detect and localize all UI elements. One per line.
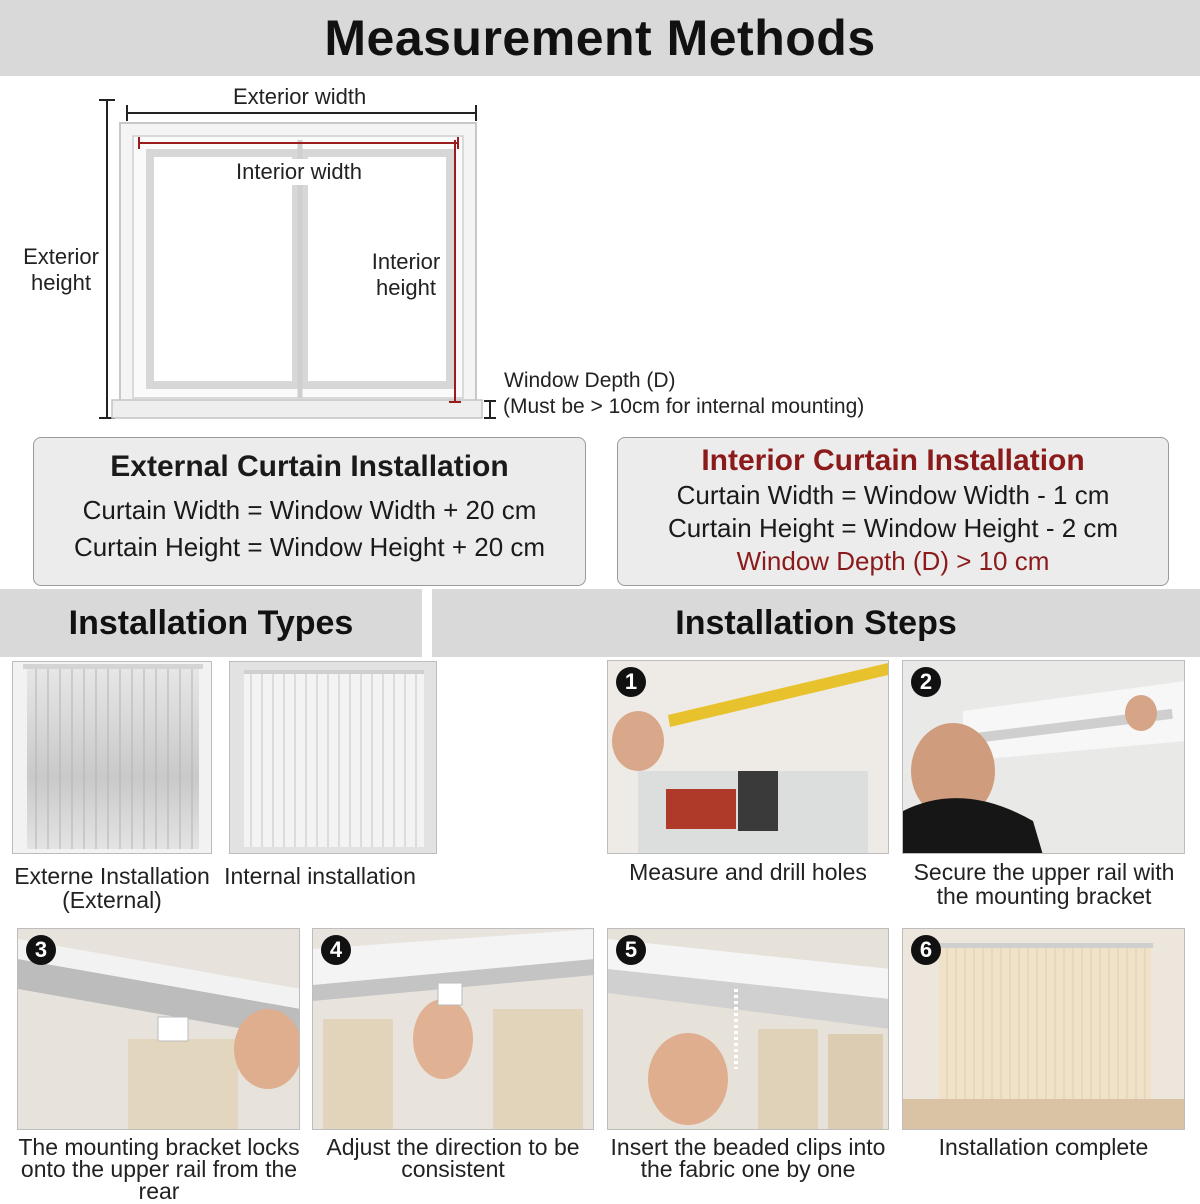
step-3-number: 3 [26, 935, 56, 965]
step-5-caption: Insert the beaded clips into the fabric one by one [610, 1134, 886, 1182]
step-1-caption: Measure and drill holes [629, 859, 867, 885]
exterior-height-label: Exterior height [23, 244, 99, 295]
interior-installation-box [617, 437, 1169, 586]
step-4-image [312, 928, 594, 1130]
external-width-formula: Curtain Width = Window Width + 20 cm [82, 495, 537, 525]
internal-installation-caption: Internal installation [224, 863, 416, 889]
step-5-image [607, 928, 889, 1130]
interior-width-label: Interior width [236, 159, 362, 184]
installation-steps-heading: Installation Steps [432, 589, 1200, 657]
external-installation-box [33, 437, 586, 586]
step-1-image [607, 660, 889, 854]
interior-width-formula: Curtain Width = Window Width - 1 cm [676, 480, 1110, 510]
step-4-number: 4 [321, 935, 351, 965]
external-installation-image [12, 661, 212, 854]
external-height-formula: Curtain Height = Window Height + 20 cm [73, 532, 546, 562]
step-1-number: 1 [616, 667, 646, 697]
interior-height-label: Interior height [371, 249, 441, 300]
installation-types-heading: Installation Types [0, 589, 422, 657]
step-2-number: 2 [911, 667, 941, 697]
step-2-caption: Secure the upper rail with the mounting bracket [913, 859, 1175, 909]
interior-installation-title: Interior Curtain Installation [701, 444, 1085, 477]
external-installation-title: External Curtain Installation [110, 450, 509, 483]
step-6-image [902, 928, 1185, 1130]
step-2-image [902, 660, 1185, 854]
window-depth-note: (Must be > 10cm for internal mounting) [503, 395, 865, 418]
step-5-number: 5 [616, 935, 646, 965]
page-title: Measurement Methods [0, 0, 1200, 76]
step-6-number: 6 [911, 935, 941, 965]
exterior-width-label: Exterior width [233, 84, 367, 109]
internal-installation-image [229, 661, 437, 854]
window-depth-label: Window Depth (D) [504, 369, 676, 392]
interior-height-formula: Curtain Height = Window Height - 2 cm [667, 513, 1119, 543]
step-6-caption: Installation complete [938, 1134, 1149, 1160]
interior-depth-requirement: Window Depth (D) > 10 cm [736, 546, 1050, 576]
step-3-caption: The mounting bracket locks onto the upper rail from the rear [18, 1134, 300, 1204]
step-3-image [17, 928, 300, 1130]
step-4-caption: Adjust the direction to be consistent [326, 1134, 580, 1182]
external-installation-caption: Externe Installation (External) [14, 863, 210, 913]
